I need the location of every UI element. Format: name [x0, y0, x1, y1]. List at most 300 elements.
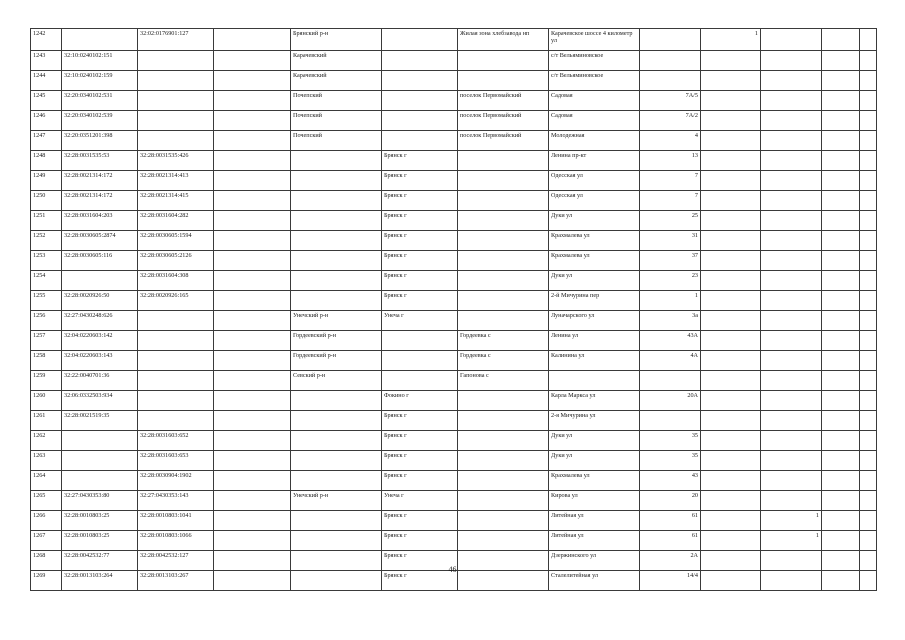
table-cell — [701, 411, 761, 431]
table-cell: поселок Первомайский — [458, 111, 549, 131]
table-cell — [458, 511, 549, 531]
table-cell — [138, 131, 214, 151]
table-cell — [138, 51, 214, 71]
table-cell — [382, 371, 458, 391]
table-cell: Брянск г — [382, 471, 458, 491]
table-cell: 32:06:0332503:934 — [62, 391, 138, 411]
table-row — [31, 511, 877, 531]
table-row — [31, 171, 877, 191]
table-cell — [822, 311, 860, 331]
table-cell — [458, 491, 549, 511]
table-cell: Гапонова с — [458, 371, 549, 391]
table-cell: Гордеевский р-н — [291, 331, 382, 351]
table-cell — [214, 411, 291, 431]
table-row — [31, 291, 877, 311]
table-cell: Дуки ул — [549, 451, 640, 471]
table-cell — [291, 431, 382, 451]
property-register-table — [30, 28, 877, 591]
table-cell: Литейная ул — [549, 511, 640, 531]
table-cell: 1260 — [31, 391, 62, 411]
table-cell: 32:28:0021314:413 — [138, 171, 214, 191]
table-cell — [761, 251, 822, 271]
table-cell — [214, 291, 291, 311]
table-cell — [822, 131, 860, 151]
table-cell: 1259 — [31, 371, 62, 391]
table-cell — [214, 431, 291, 451]
table-cell: 1247 — [31, 131, 62, 151]
table-cell: Почепский — [291, 131, 382, 151]
table-cell: 32:28:0042532:77 — [62, 551, 138, 571]
table-cell: 32:28:0021519:35 — [62, 411, 138, 431]
table-cell: 35 — [640, 451, 701, 471]
table-cell — [761, 291, 822, 311]
table-cell — [214, 251, 291, 271]
table-cell: 1254 — [31, 271, 62, 291]
table-cell — [822, 111, 860, 131]
table-cell: 43 — [640, 471, 701, 491]
table-cell: Карачевский — [291, 51, 382, 71]
table-cell — [701, 391, 761, 411]
table-cell — [62, 451, 138, 471]
table-cell: 14/4 — [640, 571, 701, 591]
table-cell — [860, 351, 877, 371]
table-cell: 32:10:0240102:159 — [62, 71, 138, 91]
table-cell: 32:27:0430248:626 — [62, 311, 138, 331]
table-cell: Брянск г — [382, 151, 458, 171]
table-cell — [701, 251, 761, 271]
table-cell: 32:04:0220603:143 — [62, 351, 138, 371]
table-cell — [860, 151, 877, 171]
table-row — [31, 391, 877, 411]
table-cell: 1256 — [31, 311, 62, 331]
table-cell: 32:28:0020926:165 — [138, 291, 214, 311]
table-cell — [291, 451, 382, 471]
table-cell — [761, 491, 822, 511]
table-cell: 1244 — [31, 71, 62, 91]
table-cell: Брянск г — [382, 431, 458, 451]
table-cell: 32:28:0010803:25 — [62, 531, 138, 551]
table-cell — [822, 171, 860, 191]
table-cell: Садовая — [549, 91, 640, 111]
table-cell: 32:02:0176901:127 — [138, 29, 214, 51]
table-cell: 1258 — [31, 351, 62, 371]
table-cell — [860, 171, 877, 191]
table-cell: Ленина ул — [549, 331, 640, 351]
table-cell: 35 — [640, 431, 701, 451]
table-row — [31, 151, 877, 171]
table-cell: Гордеевка с — [458, 351, 549, 371]
table-cell: Литейная ул — [549, 531, 640, 551]
table-cell — [822, 71, 860, 91]
table-cell: 7А/2 — [640, 111, 701, 131]
table-cell: 32:22:0040701:36 — [62, 371, 138, 391]
table-cell — [214, 51, 291, 71]
table-cell — [458, 151, 549, 171]
table-cell — [701, 91, 761, 111]
table-cell — [701, 351, 761, 371]
table-cell — [291, 211, 382, 231]
table-cell — [822, 91, 860, 111]
table-cell — [458, 391, 549, 411]
table-cell — [138, 71, 214, 91]
table-cell — [701, 511, 761, 531]
table-cell: 1262 — [31, 431, 62, 451]
table-cell: 1263 — [31, 451, 62, 471]
table-cell: 25 — [640, 211, 701, 231]
table-cell — [860, 471, 877, 491]
table-cell — [761, 131, 822, 151]
table-cell: 1265 — [31, 491, 62, 511]
table-cell — [382, 111, 458, 131]
table-cell — [761, 371, 822, 391]
table-cell: 23 — [640, 271, 701, 291]
table-cell — [822, 391, 860, 411]
table-cell — [640, 71, 701, 91]
table-body — [31, 29, 877, 591]
table-cell — [761, 211, 822, 231]
table-row — [31, 29, 877, 51]
table-cell — [214, 351, 291, 371]
table-cell — [214, 331, 291, 351]
table-cell: 32:20:0340102:539 — [62, 111, 138, 131]
table-cell — [138, 311, 214, 331]
table-cell: Дуки ул — [549, 431, 640, 451]
table-cell: 4 — [640, 131, 701, 151]
table-cell — [761, 331, 822, 351]
table-cell: 32:28:0031535:53 — [62, 151, 138, 171]
table-cell — [701, 531, 761, 551]
table-row — [31, 471, 877, 491]
table-cell: Гордеевка с — [458, 331, 549, 351]
table-cell — [860, 271, 877, 291]
table-cell: 32:20:0340102:531 — [62, 91, 138, 111]
table-cell: Ленина пр-кт — [549, 151, 640, 171]
table-cell — [860, 191, 877, 211]
table-cell: 32:28:0031535:426 — [138, 151, 214, 171]
table-cell: 1245 — [31, 91, 62, 111]
table-cell: Сталелитейная ул — [549, 571, 640, 591]
table-cell — [822, 231, 860, 251]
table-cell — [458, 451, 549, 471]
table-cell — [761, 91, 822, 111]
table-cell — [138, 351, 214, 371]
table-cell — [761, 231, 822, 251]
table-cell: Брянск г — [382, 511, 458, 531]
table-row — [31, 311, 877, 331]
table-cell — [458, 271, 549, 291]
table-cell — [214, 531, 291, 551]
table-cell — [458, 471, 549, 491]
table-cell — [822, 431, 860, 451]
table-cell: Брянск г — [382, 531, 458, 551]
table-cell — [701, 471, 761, 491]
table-cell — [458, 431, 549, 451]
table-row — [31, 191, 877, 211]
table-cell: Брянск г — [382, 411, 458, 431]
table-cell: 1264 — [31, 471, 62, 491]
table-cell: 2-я Мичурина ул — [549, 411, 640, 431]
table-cell — [458, 311, 549, 331]
table-cell — [214, 151, 291, 171]
table-cell — [291, 531, 382, 551]
table-cell — [761, 29, 822, 51]
table-cell — [822, 51, 860, 71]
table-cell: 31 — [640, 231, 701, 251]
table-cell: 32:27:0430353:143 — [138, 491, 214, 511]
table-cell — [860, 251, 877, 271]
table-cell — [701, 151, 761, 171]
table-cell: Калинина ул — [549, 351, 640, 371]
table-cell — [382, 331, 458, 351]
table-cell — [214, 471, 291, 491]
table-cell — [822, 491, 860, 511]
table-cell — [761, 451, 822, 471]
table-cell — [860, 131, 877, 151]
table-cell — [701, 431, 761, 451]
table-cell — [822, 29, 860, 51]
table-cell — [214, 171, 291, 191]
table-cell — [860, 91, 877, 111]
register-sheet — [30, 28, 877, 591]
table-cell — [701, 171, 761, 191]
table-cell: Унеча г — [382, 311, 458, 331]
table-row — [31, 331, 877, 351]
table-cell — [640, 29, 701, 51]
table-cell — [291, 191, 382, 211]
table-cell — [860, 531, 877, 551]
table-row — [31, 231, 877, 251]
table-cell — [761, 191, 822, 211]
table-cell: Брянск г — [382, 451, 458, 471]
table-row — [31, 411, 877, 431]
table-cell — [382, 351, 458, 371]
table-cell: Луначарского ул — [549, 311, 640, 331]
table-cell — [214, 111, 291, 131]
table-cell: 1249 — [31, 171, 62, 191]
table-cell — [291, 471, 382, 491]
table-cell — [382, 51, 458, 71]
table-cell — [138, 111, 214, 131]
table-cell — [761, 431, 822, 451]
table-cell — [761, 411, 822, 431]
table-cell: 1253 — [31, 251, 62, 271]
table-cell: поселок Первомайский — [458, 91, 549, 111]
table-cell: 1250 — [31, 191, 62, 211]
table-cell — [138, 391, 214, 411]
table-cell: 32:20:0351201:398 — [62, 131, 138, 151]
table-cell: Карачевский — [291, 71, 382, 91]
table-cell — [701, 311, 761, 331]
table-cell — [761, 111, 822, 131]
table-cell — [214, 211, 291, 231]
table-cell: 1 — [701, 29, 761, 51]
table-cell — [860, 231, 877, 251]
table-cell: Унеча г — [382, 491, 458, 511]
table-cell: Карла Маркса ул — [549, 391, 640, 411]
table-cell — [458, 411, 549, 431]
table-cell: Гордеевский р-н — [291, 351, 382, 371]
table-cell — [822, 191, 860, 211]
table-row — [31, 271, 877, 291]
table-cell: 1 — [761, 531, 822, 551]
table-cell — [822, 531, 860, 551]
table-cell: с/т Вельяминовское — [549, 71, 640, 91]
table-cell — [291, 151, 382, 171]
table-cell — [701, 131, 761, 151]
table-cell: 2А — [640, 551, 701, 571]
table-cell — [62, 271, 138, 291]
table-cell — [860, 291, 877, 311]
table-cell — [214, 29, 291, 51]
table-cell — [701, 111, 761, 131]
table-row — [31, 131, 877, 151]
table-cell — [458, 51, 549, 71]
table-cell — [214, 391, 291, 411]
table-cell — [62, 431, 138, 451]
table-cell: 32:28:0031603:653 — [138, 451, 214, 471]
table-cell: Брянск г — [382, 231, 458, 251]
table-cell: 32:28:0021314:415 — [138, 191, 214, 211]
table-cell — [761, 471, 822, 491]
table-cell: 1257 — [31, 331, 62, 351]
table-cell: Жилая зона хлебзавода нп — [458, 29, 549, 51]
table-cell — [701, 291, 761, 311]
table-cell — [822, 351, 860, 371]
table-row — [31, 71, 877, 91]
table-cell — [761, 271, 822, 291]
table-cell — [640, 371, 701, 391]
table-cell: Одесская ул — [549, 191, 640, 211]
table-cell: 1268 — [31, 551, 62, 571]
table-cell: Карачевское шоссе 4 километр ул — [549, 29, 640, 51]
table-cell: 20А — [640, 391, 701, 411]
table-cell: 32:04:0220603:142 — [62, 331, 138, 351]
table-cell — [214, 271, 291, 291]
table-cell — [214, 371, 291, 391]
table-cell: Брянск г — [382, 191, 458, 211]
page-number: 46 — [448, 565, 457, 574]
table-cell: 32:28:0021314:172 — [62, 171, 138, 191]
table-cell — [822, 511, 860, 531]
table-cell — [291, 291, 382, 311]
table-row — [31, 251, 877, 271]
table-cell — [291, 171, 382, 191]
table-cell: 1 — [640, 291, 701, 311]
table-cell: 1267 — [31, 531, 62, 551]
table-cell: Садовая — [549, 111, 640, 131]
table-cell — [214, 91, 291, 111]
table-cell — [291, 411, 382, 431]
table-row — [31, 211, 877, 231]
table-cell: 1243 — [31, 51, 62, 71]
table-cell: Дуки ул — [549, 211, 640, 231]
table-cell: Молодежная — [549, 131, 640, 151]
table-row — [31, 431, 877, 451]
table-cell: 32:28:0031604:203 — [62, 211, 138, 231]
table-cell: 1269 — [31, 571, 62, 591]
table-cell: 61 — [640, 511, 701, 531]
table-cell — [458, 191, 549, 211]
table-cell — [761, 51, 822, 71]
table-cell — [138, 91, 214, 111]
table-cell — [214, 191, 291, 211]
table-cell: 1266 — [31, 511, 62, 531]
table-cell — [860, 29, 877, 51]
table-cell — [761, 311, 822, 331]
table-row — [31, 51, 877, 71]
table-cell: 1248 — [31, 151, 62, 171]
table-cell: Унечский р-н — [291, 491, 382, 511]
table-cell — [822, 411, 860, 431]
table-cell — [860, 391, 877, 411]
table-cell — [822, 291, 860, 311]
table-cell — [138, 331, 214, 351]
table-cell: Брянск г — [382, 271, 458, 291]
table-cell: 32:28:0031604:282 — [138, 211, 214, 231]
table-cell: Кирова ул — [549, 491, 640, 511]
table-cell — [62, 471, 138, 491]
table-cell: Унечский р-н — [291, 311, 382, 331]
table-cell: Брянский р-н — [291, 29, 382, 51]
table-cell — [860, 311, 877, 331]
table-cell — [822, 451, 860, 471]
table-cell — [701, 191, 761, 211]
table-cell: 32:10:0240102:151 — [62, 51, 138, 71]
table-cell — [458, 171, 549, 191]
table-cell: 32:27:0430353:80 — [62, 491, 138, 511]
table-cell: Почепский — [291, 91, 382, 111]
table-cell — [382, 91, 458, 111]
table-cell — [640, 51, 701, 71]
table-cell — [214, 511, 291, 531]
table-cell — [860, 71, 877, 91]
table-cell: Брянск г — [382, 251, 458, 271]
table-cell: 2-й Мичурина пер — [549, 291, 640, 311]
table-cell: 32:28:0030605:116 — [62, 251, 138, 271]
table-cell — [860, 431, 877, 451]
table-cell: 7А/5 — [640, 91, 701, 111]
table-cell — [860, 331, 877, 351]
table-cell — [822, 331, 860, 351]
table-cell — [458, 531, 549, 551]
table-cell — [701, 451, 761, 471]
table-cell: 43А — [640, 331, 701, 351]
table-row — [31, 91, 877, 111]
table-cell — [701, 371, 761, 391]
table-cell — [214, 491, 291, 511]
table-cell: Крахмалева ул — [549, 251, 640, 271]
table-cell — [640, 411, 701, 431]
table-cell: с/т Вельяминовское — [549, 51, 640, 71]
table-cell: 1246 — [31, 111, 62, 131]
table-cell — [291, 511, 382, 531]
table-cell — [822, 271, 860, 291]
table-cell — [860, 511, 877, 531]
table-cell — [701, 231, 761, 251]
table-cell: 32:28:0010803:1041 — [138, 511, 214, 531]
table-cell: 3а — [640, 311, 701, 331]
table-cell — [458, 231, 549, 251]
table-cell — [458, 291, 549, 311]
table-cell — [761, 71, 822, 91]
table-cell — [701, 51, 761, 71]
table-cell — [291, 251, 382, 271]
table-cell — [214, 231, 291, 251]
table-cell — [761, 391, 822, 411]
table-cell: 1252 — [31, 231, 62, 251]
table-cell — [214, 71, 291, 91]
table-cell: 1 — [761, 511, 822, 531]
